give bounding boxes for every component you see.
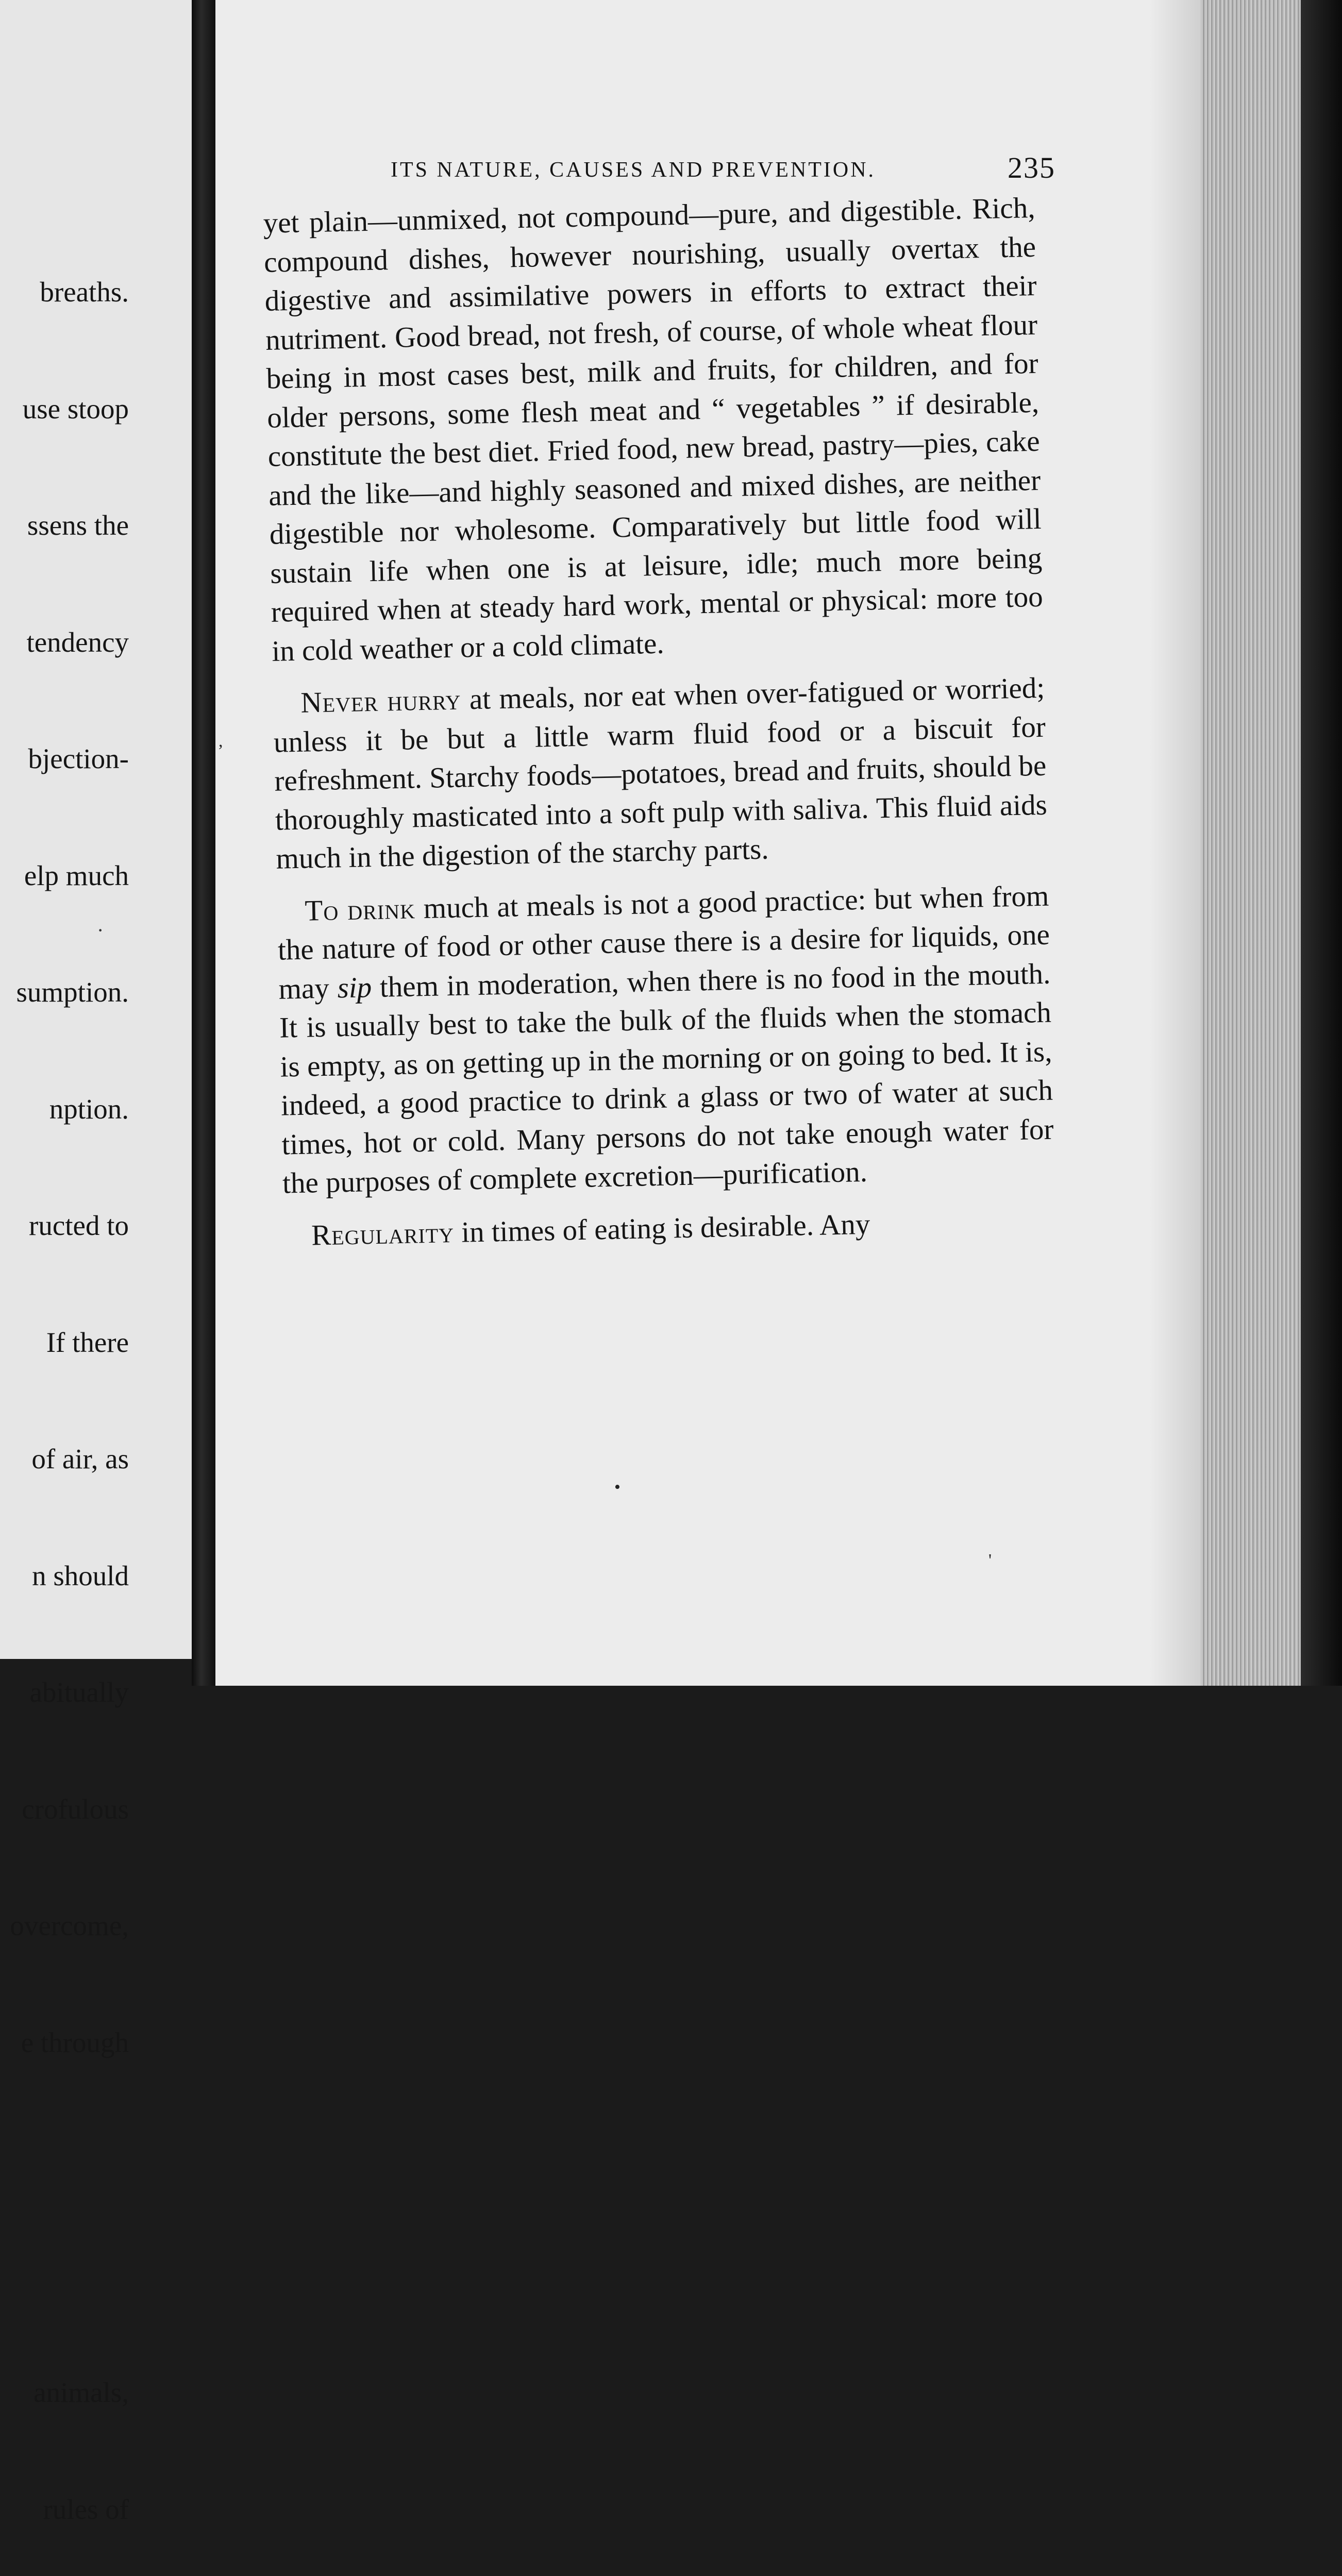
paragraph-lead: Regularity: [311, 1216, 455, 1252]
left-line: If there: [46, 1326, 129, 1358]
ink-speck: ': [988, 1551, 992, 1570]
left-line: crofulous: [22, 1793, 129, 1825]
ink-speck: •: [614, 1478, 620, 1497]
left-line: elp much: [24, 859, 129, 891]
left-line: animals,: [33, 2377, 129, 2408]
left-line: tendency: [26, 626, 129, 658]
left-line: nption.: [49, 1093, 129, 1125]
paragraph-text: them in moderation, when there is no food in the mouth. It is usually best to take the bulk of the fluids when the stomach is empty, as on getting up in the morning or on going to bed. It is, indeed, a good practice to drink a glass or two of water at such times, hot or cold. Many persons do not take enough water for the purposes of complete excretion—purification.: [279, 957, 1054, 1200]
page-number: 235: [1008, 151, 1055, 184]
left-line: ssens the: [27, 510, 129, 541]
book-gutter: [192, 0, 215, 1686]
left-line: e through: [21, 2026, 129, 2058]
page-body: [263, 189, 1056, 1256]
page-curve-shadow: [1149, 0, 1201, 1686]
left-line: abitually: [29, 1676, 129, 1708]
left-line: breaths.: [40, 276, 129, 308]
left-page-text: [10, 195, 129, 2576]
paragraph-lead: To drink: [304, 892, 416, 927]
left-line: rules of: [43, 2493, 129, 2525]
paragraph-text: at meals, nor eat when over-fatigued or worried; unless it be but a little warm fluid food or a biscuit for refreshment. Starchy foods—potatoes, bread and fruits, should be thoroughly masticated into a soft pulp with saliva. This fluid aids much in the digestion of the starchy parts.: [273, 671, 1048, 875]
emphasis: sip: [337, 971, 372, 1004]
running-head: ITS NATURE, CAUSES AND PREVENTION.: [391, 158, 876, 182]
paragraph-text: in times of eating is desirable. Any: [454, 1208, 870, 1249]
left-line: ructed to: [29, 1210, 129, 1241]
paragraph: yet plain—unmixed, not compound—pure, and digestible. Rich, compound dishes, however nourishing, usually overtax the digestive and assimilative powers in efforts to extract their nutriment. Good bread, not fresh, of course, of whole wheat flour being in most cases best, milk and fruits, for children, and for older persons, some flesh meat and “ vegetables ” if desirable, constitute the best diet. Fried food, new bread, pastry—pies, cake and the like—and highly seasoned and mixed dishes, are neither digestible nor wholesome. Comparatively but little food will sustain life when one is at leisure, idle; much more being required when at steady hard work, mental or physical: more too in cold weather or a cold climate.: [263, 191, 1044, 668]
paragraph-lead: Never hurry: [300, 683, 461, 719]
left-facing-page: [0, 0, 192, 2525]
left-line: overcome,: [10, 1910, 129, 1941]
left-page-gap: [10, 2140, 129, 2295]
left-line: of air, as: [31, 1443, 129, 1475]
paragraph: [273, 669, 1048, 878]
page-header: [391, 151, 1055, 191]
left-line: use stoop: [22, 393, 129, 425]
paragraph-text: much at meals is not a good practice: but when from the nature of food or other cause there is a desire for liquids, one may: [277, 879, 1050, 1006]
left-line: bjection-: [28, 743, 129, 774]
ink-speck: ·: [97, 919, 104, 942]
left-line: sumption.: [16, 976, 129, 1008]
paragraph: [277, 876, 1055, 1203]
ink-speck: ,: [219, 732, 223, 751]
left-line: n should: [32, 1560, 129, 1591]
book-page-edges: [1201, 0, 1342, 1686]
